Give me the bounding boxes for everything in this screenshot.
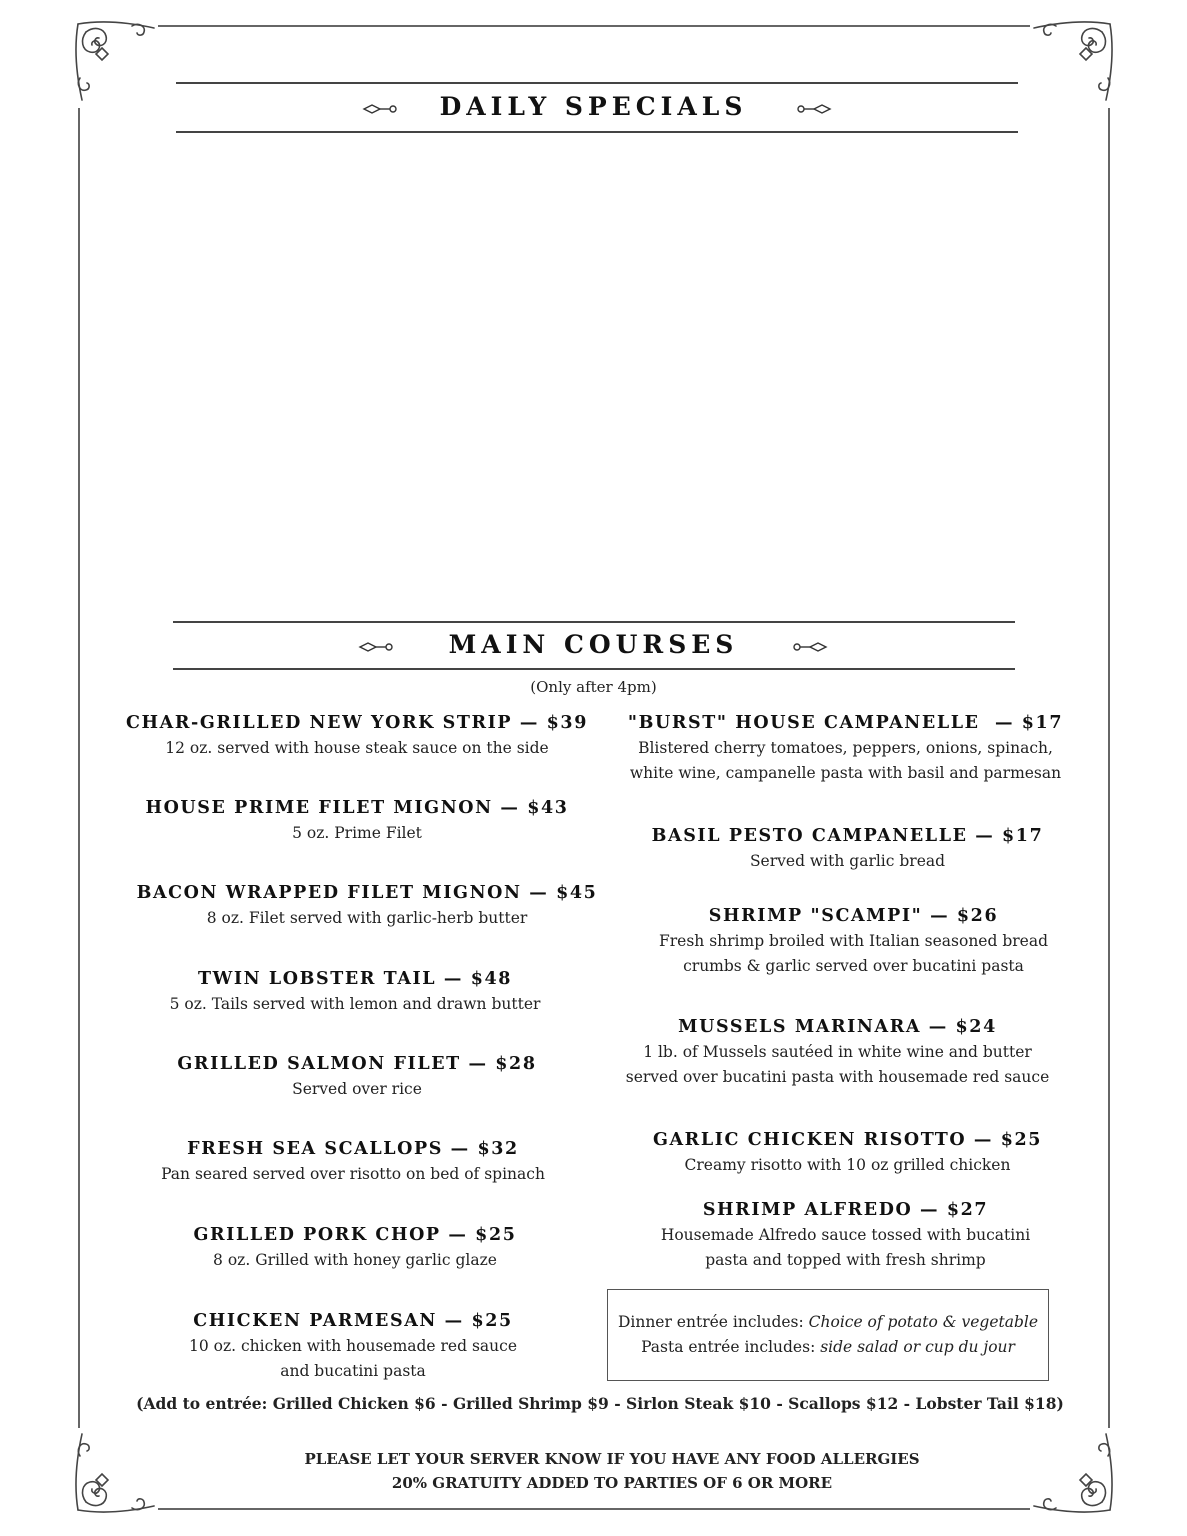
pasta-includes-line xyxy=(608,1335,1048,1360)
dinner-includes-value: Choice of potato & vegetable xyxy=(808,1313,1039,1331)
item-description: Fresh shrimp broiled with Italian seasoned bread crumbs & garlic served over bucatini pasta xyxy=(659,932,1048,975)
menu-item xyxy=(100,1051,614,1102)
item-description: 8 oz. Grilled with honey garlic glaze xyxy=(213,1251,497,1269)
header-rule-bottom xyxy=(173,668,1015,670)
daily-specials-title: DAILY SPECIALS xyxy=(439,92,748,121)
item-name: GRILLED SALMON FILET — $28 xyxy=(177,1054,537,1074)
frame-bottom-border xyxy=(158,1508,1030,1510)
dinner-includes-line xyxy=(608,1310,1048,1335)
pasta-includes-value: side salad or cup du jour xyxy=(820,1338,1015,1356)
item-description: Served over rice xyxy=(292,1080,422,1098)
header-rule-bottom xyxy=(176,131,1018,133)
menu-item xyxy=(588,710,1103,786)
menu-item xyxy=(588,1197,1103,1273)
gratuity-notice: 20% GRATUITY ADDED TO PARTIES OF 6 OR MORE xyxy=(391,1474,833,1492)
item-name: TWIN LOBSTER TAIL — $48 xyxy=(197,969,513,989)
item-description: Creamy risotto with 10 oz grilled chicken xyxy=(684,1156,1011,1174)
menu-item xyxy=(98,1222,612,1273)
item-description: 12 oz. served with house steak sauce on the side xyxy=(165,739,549,757)
menu-item xyxy=(96,1136,610,1187)
header-rule-top xyxy=(176,82,1018,84)
item-name: SHRIMP "SCAMPI" — $26 xyxy=(708,906,999,926)
flourish-corner-bottom-right-icon xyxy=(1026,1426,1116,1516)
item-name: BACON WRAPPED FILET MIGNON — $45 xyxy=(136,883,598,903)
item-description: 10 oz. chicken with housemade red sauce and bucatini pasta xyxy=(189,1337,517,1380)
menu-item xyxy=(590,1127,1105,1178)
frame-left-border xyxy=(78,108,80,1428)
pasta-includes-label: Pasta entrée includes: xyxy=(641,1338,821,1356)
item-name: MUSSELS MARINARA — $24 xyxy=(678,1017,997,1037)
availability-note: (Only after 4pm) xyxy=(530,678,657,696)
item-name: SHRIMP ALFREDO — $27 xyxy=(702,1200,989,1220)
menu-item xyxy=(590,823,1105,874)
ornament-right-icon xyxy=(796,101,832,115)
main-courses-title: MAIN COURSES xyxy=(448,630,739,659)
item-description: Blistered cherry tomatoes, peppers, onions, spinach, white wine, campanelle pasta with basil and parmesan xyxy=(629,739,1062,782)
main-courses-header xyxy=(0,621,1187,673)
menu-item xyxy=(110,880,624,931)
allergy-notice: PLEASE LET YOUR SERVER KNOW IF YOU HAVE ANY FOOD ALLERGIES xyxy=(304,1450,920,1468)
entree-includes-box xyxy=(607,1289,1049,1381)
entree-addons: (Add to entrée: Grilled Chicken $6 - Grilled Shrimp $9 - Sirlon Steak $10 - Scallops $12 - Lobster Tail $18) xyxy=(136,1394,1064,1413)
item-description: 5 oz. Tails served with lemon and drawn butter xyxy=(169,995,541,1013)
dinner-includes-label: Dinner entrée includes: xyxy=(617,1313,809,1331)
menu-item xyxy=(96,1308,610,1384)
item-name: FRESH SEA SCALLOPS — $32 xyxy=(187,1139,519,1159)
item-description: 5 oz. Prime Filet xyxy=(292,824,422,842)
menu-item xyxy=(100,710,614,761)
menu-item xyxy=(580,1014,1095,1090)
item-name: HOUSE PRIME FILET MIGNON — $43 xyxy=(145,798,569,818)
frame-right-border xyxy=(1108,108,1110,1428)
item-description: Pan seared served over risotto on bed of spinach xyxy=(161,1165,545,1183)
item-name: GARLIC CHICKEN RISOTTO — $25 xyxy=(652,1130,1043,1150)
menu-item xyxy=(596,903,1111,979)
header-rule-top xyxy=(173,621,1015,623)
menu-item xyxy=(98,966,612,1017)
flourish-corner-bottom-left-icon xyxy=(72,1426,162,1516)
ornament-right-icon xyxy=(792,639,828,653)
item-name: CHICKEN PARMESAN — $25 xyxy=(193,1311,513,1331)
frame-top-border xyxy=(158,25,1030,27)
item-description: 8 oz. Filet served with garlic-herb butter xyxy=(206,909,528,927)
item-name: CHAR-GRILLED NEW YORK STRIP — $39 xyxy=(126,713,588,733)
daily-specials-header xyxy=(0,82,1187,134)
item-description: 1 lb. of Mussels sautéed in white wine and butter served over bucatini pasta with housemade red sauce xyxy=(625,1043,1050,1086)
item-name: BASIL PESTO CAMPANELLE — $17 xyxy=(651,826,1044,846)
item-name: "BURST" HOUSE CAMPANELLE — $17 xyxy=(627,713,1064,733)
item-description: Served with garlic bread xyxy=(749,852,946,870)
item-name: GRILLED PORK CHOP — $25 xyxy=(193,1225,517,1245)
item-description: Housemade Alfredo sauce tossed with bucatini pasta and topped with fresh shrimp xyxy=(660,1226,1031,1269)
menu-item xyxy=(100,795,614,846)
